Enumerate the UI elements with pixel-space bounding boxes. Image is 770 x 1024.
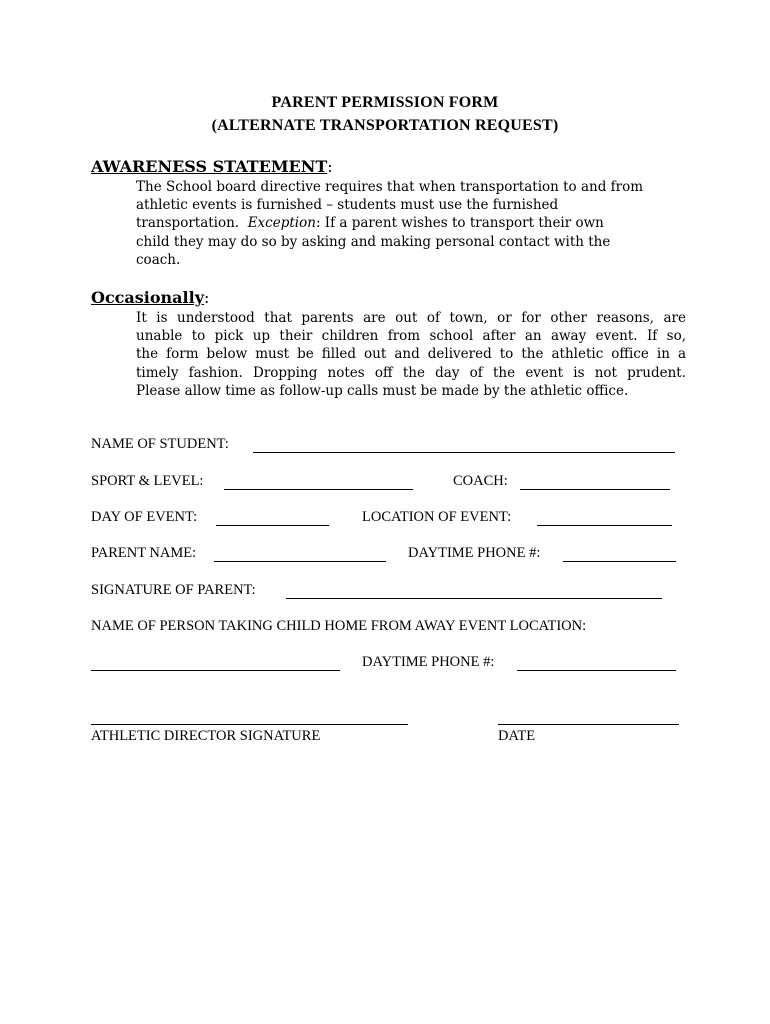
awareness-line: The School board directive requires that when transportation to and from — [136, 179, 644, 195]
date-blank[interactable] — [498, 724, 679, 725]
occasionally-heading — [91, 288, 209, 307]
location-of-event-label: LOCATION OF EVENT: — [362, 509, 512, 525]
occasionally-line: the form below must be filled out and delivered to the athletic office in a — [136, 346, 686, 363]
awareness-line-text: : If a parent wishes to transport their own — [315, 215, 604, 232]
form-subtitle: (ALTERNATE TRANSPORTATION REQUEST) — [211, 117, 559, 134]
occasionally-heading-text: Occasionally — [91, 288, 204, 307]
awareness-line: coach. — [136, 251, 181, 268]
daytime-phone-blank[interactable] — [563, 561, 676, 562]
day-of-event-label: DAY OF EVENT: — [91, 509, 198, 525]
signature-of-parent-blank[interactable] — [286, 598, 662, 599]
coach-blank[interactable] — [520, 489, 670, 490]
awareness-line-text: transportation. — [136, 215, 240, 232]
awareness-line — [136, 214, 686, 232]
coach-label: COACH: — [453, 473, 508, 489]
parent-name-label: PARENT NAME: — [91, 545, 197, 561]
exception-label: Exception — [247, 215, 316, 232]
awareness-line: athletic events is furnished – students must use the furnished — [136, 197, 559, 214]
awareness-heading-colon: : — [327, 157, 333, 176]
daytime-phone-2-label: DAYTIME PHONE #: — [362, 654, 495, 670]
occasionally-heading-colon: : — [204, 288, 210, 307]
date-label: DATE — [498, 728, 536, 744]
occasionally-paragraph — [136, 309, 686, 400]
daytime-phone-2-blank[interactable] — [517, 670, 676, 671]
parent-name-blank[interactable] — [214, 561, 386, 562]
daytime-phone-label: DAYTIME PHONE #: — [408, 545, 541, 561]
name-of-student-blank[interactable] — [253, 452, 675, 453]
athletic-director-signature-blank[interactable] — [91, 724, 408, 725]
athletic-director-signature-label: ATHLETIC DIRECTOR SIGNATURE — [91, 728, 321, 744]
person-taking-child-blank[interactable] — [91, 670, 340, 671]
location-of-event-blank[interactable] — [537, 525, 672, 526]
signature-of-parent-label: SIGNATURE OF PARENT: — [91, 582, 256, 598]
sport-level-blank[interactable] — [224, 489, 413, 490]
name-of-student-label: NAME OF STUDENT: — [91, 436, 229, 452]
awareness-line: child they may do so by asking and making personal contact with the — [136, 233, 611, 250]
awareness-paragraph — [136, 178, 686, 269]
form-title: PARENT PERMISSION FORM — [271, 94, 499, 111]
occasionally-line: Please allow time as follow-up calls must be made by the athletic office. — [136, 382, 629, 399]
occasionally-line: unable to pick up their children from school after an away event. If so, — [136, 328, 686, 345]
occasionally-line: It is understood that parents are out of town, or for other reasons, are — [136, 310, 686, 326]
occasionally-line: timely fashion. Dropping notes off the day of the event is not prudent. — [136, 364, 686, 381]
awareness-heading — [91, 157, 333, 176]
person-taking-child-label: NAME OF PERSON TAKING CHILD HOME FROM AWAY EVENT LOCATION: — [91, 618, 587, 634]
awareness-heading-text: AWARENESS STATEMENT — [91, 157, 328, 176]
day-of-event-blank[interactable] — [216, 525, 329, 526]
sport-level-label: SPORT & LEVEL: — [91, 473, 204, 489]
